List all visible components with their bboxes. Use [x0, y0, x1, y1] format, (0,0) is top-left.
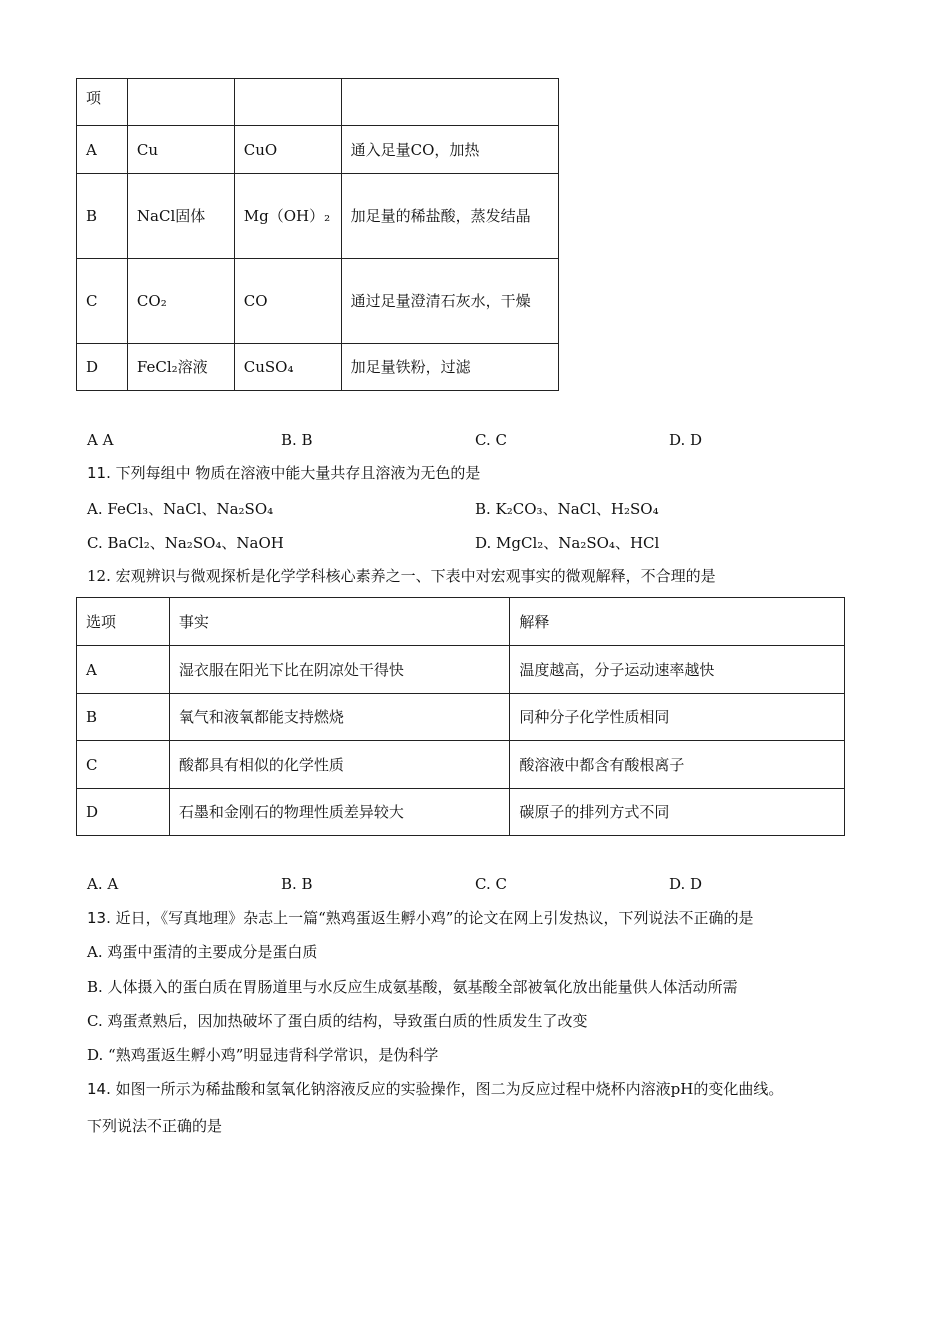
option-c: C. C — [475, 431, 507, 449]
table-cell: 加足量的稀盐酸，蒸发结晶 — [341, 174, 558, 259]
question-stem: 如图一所示为稀盐酸和氢氧化钠溶液反应的实验操作，图二为反应过程中烧杯内溶液pH的变化曲线。 — [115, 1080, 784, 1098]
option-c: C. C — [475, 875, 507, 893]
table-cell: 加足量铁粉，过滤 — [341, 344, 558, 391]
option-c: C. BaCl₂、Na₂SO₄、NaOH — [87, 534, 284, 552]
question-number: 13. — [87, 909, 111, 927]
table-cell: 事实 — [169, 598, 510, 646]
table-cell: 解释 — [510, 598, 845, 646]
option-a: A. A — [87, 875, 119, 893]
table-cell: 通入足量CO，加热 — [341, 126, 558, 174]
question-14 — [87, 1079, 783, 1099]
table-cell: CuSO₄ — [234, 344, 341, 391]
question-stem: 近日，《写真地理》杂志上一篇“熟鸡蛋返生孵小鸡”的论文在网上引发热议，下列说法不正确的是 — [115, 909, 754, 927]
table-row — [77, 741, 845, 789]
table-cell — [341, 79, 558, 126]
option-b: B. K₂CO₃、NaCl、H₂SO₄ — [475, 500, 659, 518]
question-11 — [87, 463, 480, 483]
option-a: A. 鸡蛋中蛋清的主要成分是蛋白质 — [87, 943, 318, 961]
table-cell: 同种分子化学性质相同 — [510, 694, 845, 741]
table-cell: 酸都具有相似的化学性质 — [169, 741, 510, 789]
table-cell: FeCl₂溶液 — [127, 344, 234, 391]
table-row — [77, 646, 845, 694]
table-cell: D — [77, 344, 128, 391]
table-cell: 项 — [77, 79, 128, 126]
table-cell: C — [77, 741, 170, 789]
table-cell: 石墨和金刚石的物理性质差异较大 — [169, 789, 510, 836]
table-cell: 通过足量澄清石灰水，干燥 — [341, 259, 558, 344]
option-d: D. D — [669, 431, 703, 449]
table-cell: 选项 — [77, 598, 170, 646]
table-cell: B — [77, 174, 128, 259]
option-a: A. FeCl₃、NaCl、Na₂SO₄ — [87, 500, 274, 518]
table-cell — [234, 79, 341, 126]
table-cell: 温度越高，分子运动速率越快 — [510, 646, 845, 694]
table-cell: CO₂ — [127, 259, 234, 344]
table-cell: 碳原子的排列方式不同 — [510, 789, 845, 836]
option-d: D. D — [669, 875, 703, 893]
table-row — [77, 126, 559, 174]
table-row — [77, 694, 845, 741]
question-number: 11. — [87, 464, 111, 482]
table-cell: Cu — [127, 126, 234, 174]
table-cell: 氧气和液氧都能支持燃烧 — [169, 694, 510, 741]
option-d: D. “熟鸡蛋返生孵小鸡”明显违背科学常识，是伪科学 — [87, 1046, 439, 1064]
table-cell: D — [77, 789, 170, 836]
question-stem: 下列每组中 物质在溶液中能大量共存且溶液为无色的是 — [115, 464, 481, 482]
question-13 — [87, 908, 753, 928]
option-b: B. 人体摄入的蛋白质在胃肠道里与水反应生成氨基酸，氨基酸全部被氧化放出能量供人体活动所需 — [87, 978, 738, 996]
table-row — [77, 79, 559, 126]
question-number: 14. — [87, 1080, 111, 1098]
table-cell: 湿衣服在阳光下比在阴凉处干得快 — [169, 646, 510, 694]
option-b: B. B — [281, 875, 313, 893]
table-cell: Mg（OH）₂ — [234, 174, 341, 259]
table-row — [77, 174, 559, 259]
question-stem-continued: 下列说法不正确的是 — [87, 1117, 223, 1135]
table-row — [77, 259, 559, 344]
impurity-table — [76, 78, 559, 391]
table-cell: A — [77, 646, 170, 694]
table-row — [77, 344, 559, 391]
table-cell: C — [77, 259, 128, 344]
option-d: D. MgCl₂、Na₂SO₄、HCl — [475, 534, 660, 552]
table-cell — [127, 79, 234, 126]
question-number: 12. — [87, 567, 111, 585]
table-cell: NaCl固体 — [127, 174, 234, 259]
option-c: C. 鸡蛋煮熟后，因加热破坏了蛋白质的结构，导致蛋白质的性质发生了改变 — [87, 1012, 588, 1030]
table-cell: 酸溶液中都含有酸根离子 — [510, 741, 845, 789]
option-a: A A — [87, 431, 114, 449]
macro-micro-table — [76, 597, 845, 836]
table-cell: CuO — [234, 126, 341, 174]
table-row — [77, 598, 845, 646]
table-cell: B — [77, 694, 170, 741]
question-12 — [87, 566, 716, 586]
option-b: B. B — [281, 431, 313, 449]
table-cell: CO — [234, 259, 341, 344]
question-stem: 宏观辨识与微观探析是化学学科核心素养之一、下表中对宏观事实的微观解释，不合理的是 — [115, 567, 716, 585]
table-row — [77, 789, 845, 836]
table-cell: A — [77, 126, 128, 174]
